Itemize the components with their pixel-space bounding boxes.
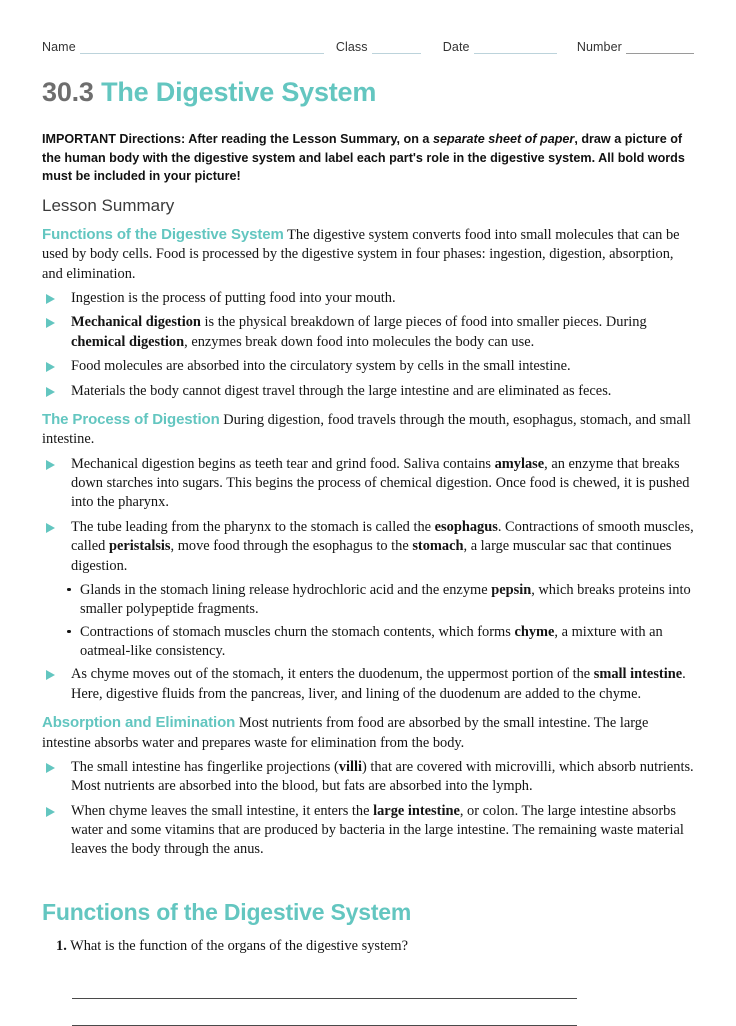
arrow-bullet-icon	[46, 318, 55, 328]
section-functions	[42, 225, 694, 401]
arrow-bullet-icon	[46, 362, 55, 372]
list-item-text: , move food through the esophagus to the	[170, 538, 413, 555]
lesson-summary-heading: Lesson Summary	[42, 195, 175, 215]
list-item-text: Food molecules are absorbed into the circulatory system by cells in the small intestine.	[71, 358, 571, 375]
list-item-bold: amylase	[494, 455, 545, 472]
list-item	[65, 581, 694, 620]
bullet-list	[42, 289, 694, 401]
question-item	[42, 937, 694, 956]
list-item-text: . Here, digestive fluids from the pancreas, liver, and lining of the duodenum are added to the chyme.	[71, 666, 686, 702]
directions-block	[42, 130, 690, 186]
list-item-bold: stomach	[412, 538, 464, 555]
list-item-text: Materials the body cannot digest travel through the large intestine and are eliminated as feces.	[71, 382, 612, 399]
directions-part1: IMPORTANT Directions: After reading the Lesson Summary, on a	[42, 132, 433, 146]
arrow-bullet-icon	[46, 294, 55, 304]
list-item-text: is the physical breakdown of large pieces of food into smaller pieces. During	[200, 314, 647, 331]
sub-bullet-list	[65, 581, 694, 662]
number-input[interactable]	[626, 40, 694, 54]
directions-part2: , draw a picture of the human body with the digestive system and label each part's role in the digestive system. All bold words must be included in your picture!	[42, 132, 685, 184]
list-item-text: ) that are covered with microvilli, which absorb nutrients. Most nutrients are absorbed into the blood, but fats are absorbed into the lymph.	[71, 758, 694, 795]
list-item-text: Contractions of stomach muscles churn the stomach contents, which forms	[80, 623, 515, 640]
section-heading: Functions of the Digestive System	[42, 225, 284, 243]
answer-line[interactable]	[72, 972, 577, 999]
list-item	[42, 758, 694, 797]
answer-lines	[42, 972, 694, 1026]
sub-bullet-wrap	[42, 581, 694, 662]
list-item-bold: small intestine	[593, 666, 683, 683]
date-label: Date	[442, 40, 470, 54]
list-item-bold: chemical digestion	[71, 333, 185, 350]
section-intro-text: The digestive system converts food into small molecules that can be used by body cells. Food is processed by the digestive system in four phases: ingestion, digestion, absorption, and elimination.	[42, 226, 680, 282]
list-item-text: , a mixture with an oatmeal-like consistency.	[80, 623, 663, 659]
answer-line[interactable]	[72, 999, 577, 1026]
number-label: Number	[576, 40, 622, 54]
bullet-list	[42, 665, 694, 704]
section-heading: The Process of Digestion	[42, 410, 220, 428]
arrow-bullet-icon	[46, 670, 55, 680]
arrow-bullet-icon	[46, 387, 55, 397]
list-item-text: , an enzyme that breaks down starches into sugars. This begins the process of chemical digestion. Once food is chewed, it is pushed into the pharynx.	[71, 455, 690, 511]
list-item-bold: large intestine	[373, 802, 460, 819]
bullet-list	[42, 758, 694, 860]
class-input[interactable]	[372, 40, 421, 54]
dot-bullet-icon	[67, 588, 71, 592]
list-item-bold: chyme	[514, 623, 555, 640]
section-intro-text: During digestion, food travels through the mouth, esophagus, stomach, and small intestine.	[42, 411, 691, 448]
list-item-text: The small intestine has fingerlike projections (	[71, 758, 339, 775]
class-label: Class	[335, 40, 368, 54]
name-input[interactable]	[80, 40, 324, 54]
directions-italic: separate sheet of paper	[432, 132, 575, 146]
list-item	[42, 455, 694, 513]
arrow-bullet-icon	[46, 763, 55, 773]
dot-bullet-icon	[67, 630, 71, 634]
list-item-text: The tube leading from the pharynx to the stomach is called the	[71, 518, 435, 535]
list-item-text: , enzymes break down food into molecules the body can use.	[184, 333, 535, 350]
list-item	[42, 802, 694, 860]
list-item-text: . Contractions of smooth muscles, called	[71, 518, 694, 555]
section-heading: Absorption and Elimination	[42, 714, 236, 732]
list-item-bold: esophagus	[434, 518, 498, 535]
name-label: Name	[42, 40, 76, 54]
list-item-text: , which breaks proteins into smaller polypeptide fragments.	[80, 581, 691, 618]
student-info-row	[42, 0, 694, 54]
question-text: What is the function of the organs of the digestive system?	[70, 937, 408, 954]
list-item-bold: peristalsis	[108, 538, 171, 555]
list-item-text: When chyme leaves the small intestine, it enters the	[71, 802, 374, 819]
lesson-title: The Digestive System	[101, 77, 377, 107]
list-item-text: , or colon. The large intestine absorbs water and some vitamins that are produced by bacteria in the large intestine. The remaining waste material leaves the body through the anus.	[71, 802, 684, 858]
list-item-text: As chyme moves out of the stomach, it enters the duodenum, the uppermost portion of the	[71, 666, 594, 683]
list-item-text: Mechanical digestion begins as teeth tear and grind food. Saliva contains	[71, 455, 495, 472]
arrow-bullet-icon	[46, 460, 55, 470]
section-intro	[42, 713, 694, 753]
bullet-list	[42, 455, 694, 576]
list-item	[42, 313, 694, 352]
list-item	[42, 382, 694, 401]
question-section-heading: Functions of the Digestive System	[42, 898, 412, 925]
list-item	[42, 357, 694, 376]
list-item-bold: Mechanical digestion	[71, 314, 201, 331]
list-item-text: , a large muscular sac that continues digestion.	[71, 538, 672, 574]
section-intro	[42, 225, 694, 284]
page-title	[42, 77, 694, 108]
list-item	[42, 289, 694, 308]
list-item-bold: pepsin	[491, 581, 532, 598]
list-item	[65, 623, 694, 662]
list-item-bold: villi	[338, 758, 362, 775]
arrow-bullet-icon	[46, 523, 55, 533]
section-intro-text: Most nutrients from food are absorbed by the small intestine. The large intestine absorbs water and prepares waste for elimination from the body.	[42, 715, 649, 751]
arrow-bullet-icon	[46, 807, 55, 817]
lesson-number: 30.3	[42, 77, 94, 107]
list-item-text: Ingestion is the process of putting food into your mouth.	[71, 290, 396, 306]
list-item	[42, 518, 694, 576]
section-process	[42, 410, 694, 704]
section-absorption	[42, 713, 694, 860]
question-number: 1.	[56, 937, 67, 954]
list-item-text: Glands in the stomach lining release hydrochloric acid and the enzyme	[80, 581, 492, 598]
date-input[interactable]	[474, 40, 557, 54]
section-intro	[42, 410, 694, 450]
list-item	[42, 665, 694, 704]
